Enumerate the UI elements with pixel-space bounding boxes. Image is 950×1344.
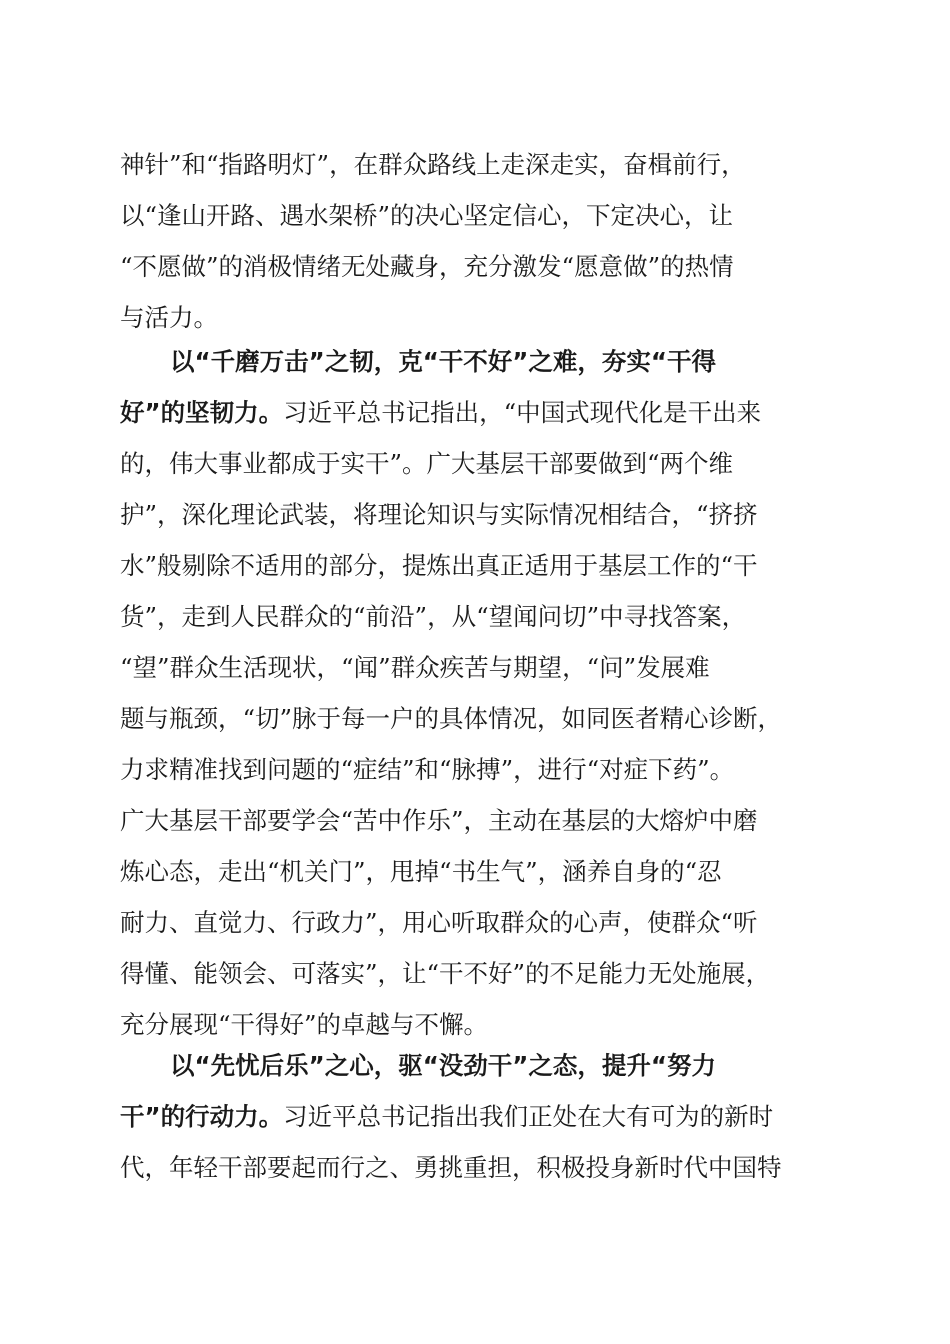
text-line: 广大基层干部要学会“苦中作乐”，主动在基层的大熔炉中磨: [120, 806, 758, 835]
text-line: 炼心态，走出“机关门”，甩掉“书生气”，涵养自身的“忍: [120, 857, 722, 886]
text-line: [120, 1097, 773, 1137]
text-line: “不愿做”的消极情绪无处藏身，充分激发“愿意做”的热情: [120, 252, 734, 281]
section-heading: 以“先忧后乐”之心，驱“没劲干”之态，提升“努力: [170, 1051, 717, 1080]
section-heading-end: 干”的行动力。: [120, 1102, 284, 1131]
text-line: 护”，深化理论武装，将理论知识与实际情况相结合，“挤挤: [120, 500, 758, 529]
text-line: “望”群众生活现状，“闻”群众疾苦与期望，“问”发展难: [120, 653, 710, 682]
text-line: 力求精准找到问题的“症结”和“脉搏”，进行“对症下药”。: [120, 755, 735, 784]
section-heading-end: 好”的坚韧力。: [120, 398, 284, 427]
text-line: 充分展现“干得好”的卓越与不懈。: [120, 1010, 489, 1039]
text-span: 习近平总书记指出我们正处在大有可为的新时: [283, 1102, 774, 1131]
text-line: 的，伟大事业都成于实干”。广大基层干部要做到“两个维: [120, 449, 734, 478]
text-line: 水”般剔除不适用的部分，提炼出真正适用于基层工作的“干: [120, 551, 758, 580]
text-line: 货”，走到人民群众的“前沿”，从“望闻问切”中寻找答案，: [120, 602, 747, 631]
text-line: 得懂、能领会、可落实”，让“干不好”的不足能力无处施展，: [120, 959, 771, 988]
text-line: 代，年轻干部要起而行之、勇挑重担，积极投身新时代中国特: [120, 1153, 782, 1182]
text-span: 习近平总书记指出，“中国式现代化是干出来: [283, 398, 762, 427]
section-heading: 以“千磨万击”之韧，克“干不好”之难，夯实“干得: [170, 347, 717, 376]
text-line: 耐力、直觉力、行政力”，用心听取群众的心声，使群众“听: [120, 908, 758, 937]
text-line: 与活力。: [120, 303, 218, 332]
text-line: 题与瓶颈，“切”脉于每一户的具体情况，如同医者精心诊断，: [120, 704, 783, 733]
text-line: 以“逢山开路、遇水架桥”的决心坚定信心，下定决心，让: [120, 201, 734, 230]
text-line: [120, 393, 761, 433]
text-line: 神针”和“指路明灯”，在群众路线上走深走实，奋楫前行，: [120, 150, 746, 179]
